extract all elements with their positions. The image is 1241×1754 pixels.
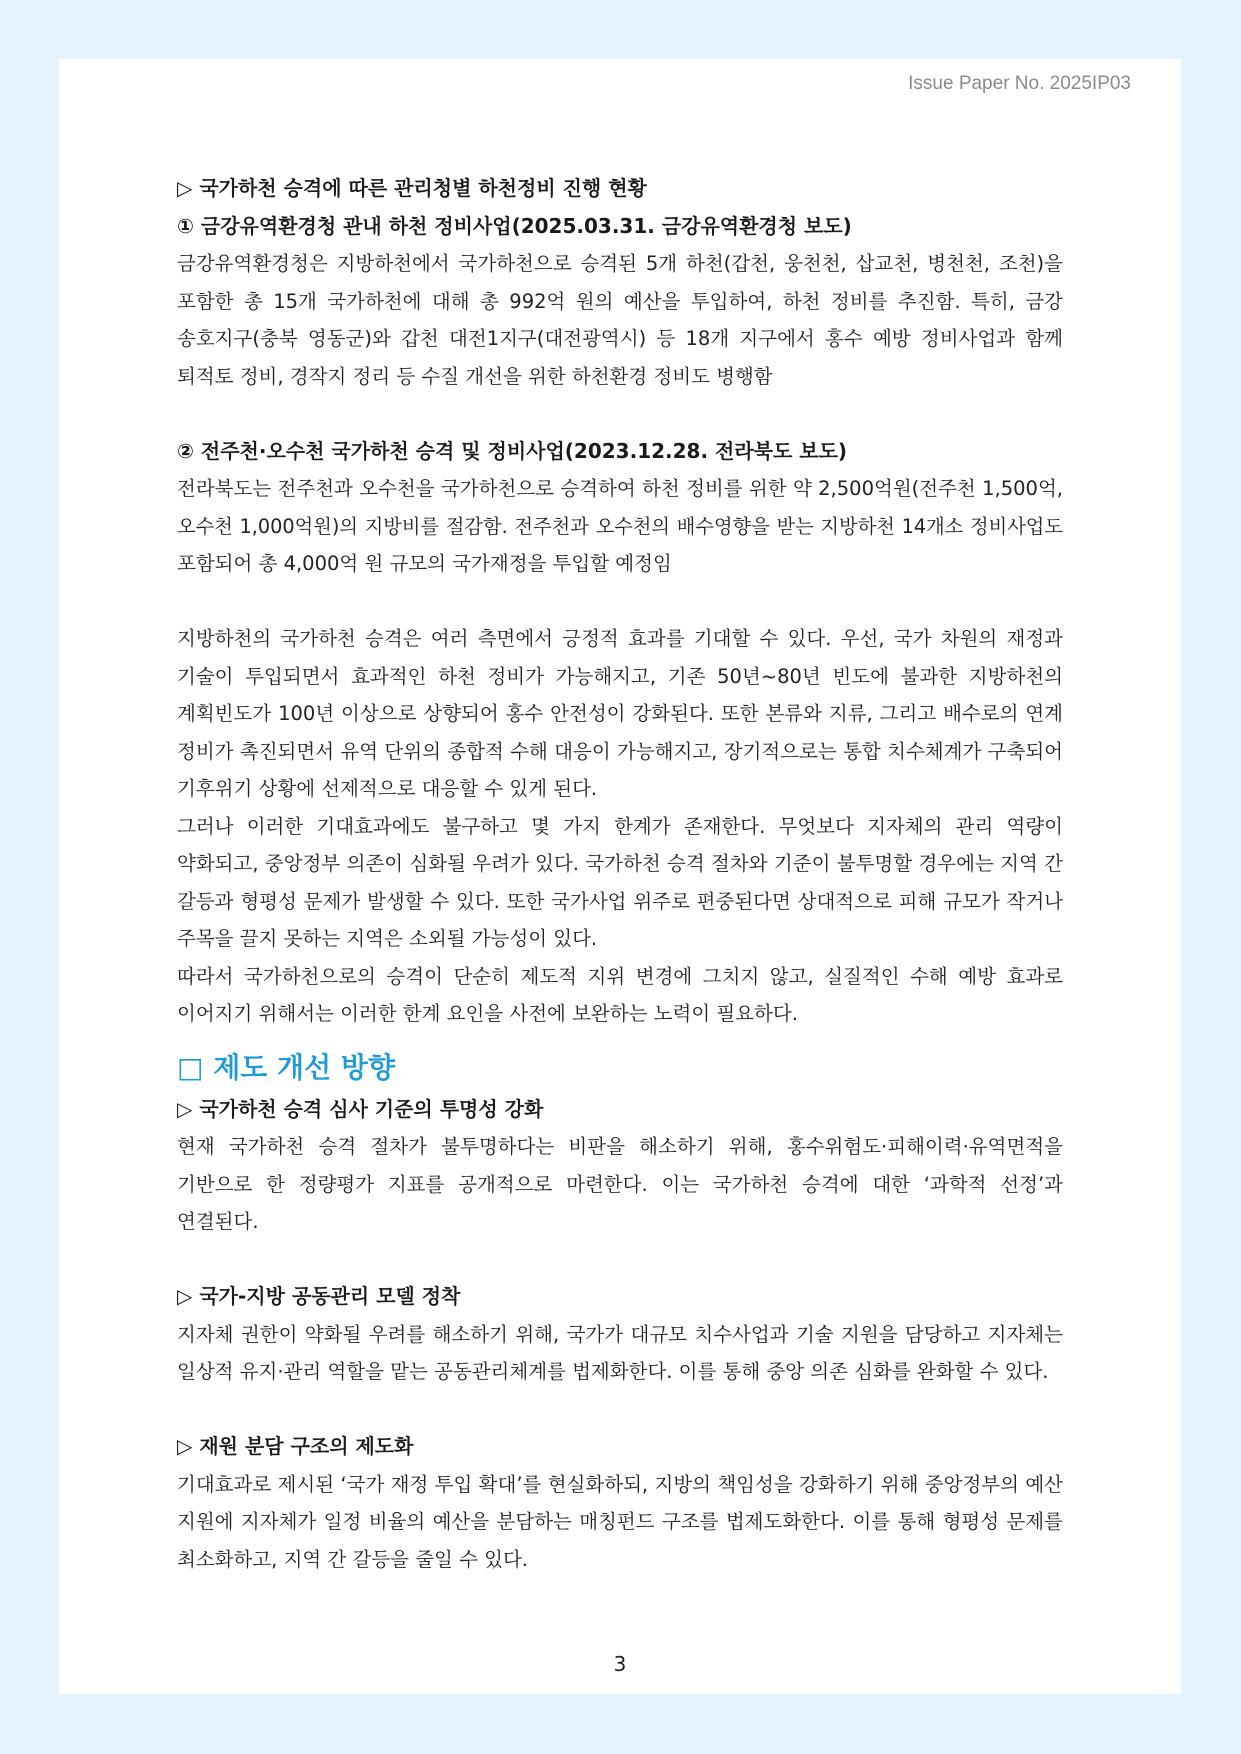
analysis-paragraph-2 xyxy=(177,808,1063,958)
status-item2-title: ② 전주천·오수천 국가하천 승격 및 정비사업(2023.12.28. 전라북도 보도) xyxy=(177,438,848,463)
text-line: 계획빈도가 100년 이상으로 상향되어 홍수 안전성이 강화된다. 또한 본류와 지류, 그리고 배수로의 연계 xyxy=(177,702,1063,725)
analysis-paragraph-1 xyxy=(177,620,1063,808)
text-line: 일상적 유지·관리 역할을 맡는 공동관리체계를 법제화한다. 이를 통해 중앙 의존 심화를 완화할 수 있다. xyxy=(177,1360,1049,1383)
text-line: 송호지구(충북 영동군)와 갑천 대전1지구(대전광역시) 등 18개 지구에서 홍수 예방 정비사업과 함께 xyxy=(177,327,1063,350)
text-line: 오수천 1,000억원)의 지방비를 절감함. 전주천과 오수천의 배수영향을 받는 지방하천 14개소 정비사업도 xyxy=(177,514,1063,538)
spacer xyxy=(177,583,1063,621)
spacer xyxy=(177,1241,1063,1279)
text-line: 포함한 총 15개 국가하천에 대해 총 992억 원의 예산을 투입하여, 하천 정비를 추진함. 특히, 금강 xyxy=(177,289,1063,313)
text-line: 이어지기 위해서는 이러한 한계 요인을 사전에 보완하는 노력이 필요하다. xyxy=(177,1002,798,1025)
status-item2-paragraph xyxy=(177,470,1063,583)
text-line: 기후위기 상황에 선제적으로 대응할 수 있게 된다. xyxy=(177,777,598,800)
section-title-improvement: □ 제도 개선 방향 xyxy=(177,1050,395,1084)
spacer xyxy=(177,395,1063,433)
spacer xyxy=(177,1391,1063,1429)
status-item1-title: ① 금강유역환경청 관내 하천 정비사업(2025.03.31. 금강유역환경청 보도) xyxy=(177,213,852,238)
text-line: 최소화하고, 지역 간 갈등을 줄일 수 있다. xyxy=(177,1547,528,1571)
issue-paper-number: Issue Paper No. 2025IP03 xyxy=(908,73,1131,94)
text-line: 퇴적토 정비, 경작지 정리 등 수질 개선을 위한 하천환경 정비도 병행함 xyxy=(177,364,773,388)
text-line: 지자체 권한이 약화될 우려를 해소하기 위해, 국가가 대규모 치수사업과 기술 지원을 담당하고 지자체는 xyxy=(177,1322,1063,1346)
text-line: 약화되고, 중앙정부 의존이 심화될 우려가 있다. 국가하천 승격 절차와 기준이 불투명할 경우에는 지역 간 xyxy=(177,852,1063,875)
page-number: 3 xyxy=(613,1652,627,1676)
text-line: 기반으로 한 정량평가 지표를 공개적으로 마련한다. 이는 국가하천 승격에 대한 ‘과학적 선정’과 xyxy=(177,1172,1063,1196)
text-line: 기대효과로 제시된 ‘국가 재정 투입 확대’를 현실화하되, 지방의 책임성을 강화하기 위해 중앙정부의 예산 xyxy=(177,1472,1063,1496)
spacer xyxy=(177,1033,1063,1045)
text-line: 전라북도는 전주천과 오수천을 국가하천으로 승격하여 하천 정비를 위한 약 2,500억원(전주천 1,500억, xyxy=(177,477,1063,500)
improvement-item3-paragraph xyxy=(177,1466,1063,1579)
document-page xyxy=(59,59,1181,1694)
text-line: 갈등과 형평성 문제가 발생할 수 있다. 또한 국가사업 위주로 편중된다면 상대적으로 피해 규모가 작거나 xyxy=(177,889,1063,913)
improvement-item2-paragraph xyxy=(177,1316,1063,1391)
text-line: 포함되어 총 4,000억 원 규모의 국가재정을 투입할 예정임 xyxy=(177,552,672,575)
status-subtitle: ▷ 국가하천 승격에 따른 관리청별 하천정비 진행 현황 xyxy=(177,176,647,200)
text-line: 따라서 국가하천으로의 승격이 단순히 제도적 지위 변경에 그치지 않고, 실질적인 수해 예방 효과로 xyxy=(177,964,1063,988)
improvement-item3-title: ▷ 재원 분담 구조의 제도화 xyxy=(177,1434,414,1458)
text-line: 현재 국가하천 승격 절차가 불투명하다는 비판을 해소하기 위해, 홍수위험도·피해이력·유역면적을 xyxy=(177,1135,1063,1158)
text-line: 주목을 끌지 못하는 지역은 소외될 가능성이 있다. xyxy=(177,927,598,950)
analysis-paragraph-3 xyxy=(177,958,1063,1033)
page-content xyxy=(177,170,1063,1578)
text-line: 기술이 투입되면서 효과적인 하천 정비가 가능해지고, 기존 50년~80년 빈도에 불과한 지방하천의 xyxy=(177,664,1063,688)
text-line: 연결된다. xyxy=(177,1210,259,1233)
improvement-item1-paragraph xyxy=(177,1128,1063,1241)
text-line: 지방하천의 국가하천 승격은 여러 측면에서 긍정적 효과를 기대할 수 있다. 우선, 국가 차원의 재정과 xyxy=(177,627,1063,650)
text-line: 금강유역환경청은 지방하천에서 국가하천으로 승격된 5개 하천(갑천, 웅천천, 삽교천, 병천천, 조천)을 xyxy=(177,252,1063,275)
status-item1-paragraph xyxy=(177,245,1063,395)
improvement-item2-title: ▷ 국가-지방 공동관리 모델 정착 xyxy=(177,1284,461,1308)
improvement-item1-title: ▷ 국가하천 승격 심사 기준의 투명성 강화 xyxy=(177,1096,544,1121)
text-line: 그러나 이러한 기대효과에도 불구하고 몇 가지 한계가 존재한다. 무엇보다 지자체의 관리 역량이 xyxy=(177,814,1063,838)
text-line: 지원에 지자체가 일정 비율의 예산을 분담하는 매칭펀드 구조를 법제도화한다. 이를 통해 형평성 문제를 xyxy=(177,1510,1063,1533)
text-line: 정비가 촉진되면서 유역 단위의 종합적 수해 대응이 가능해지고, 장기적으로는 통합 치수체계가 구축되어 xyxy=(177,739,1063,763)
